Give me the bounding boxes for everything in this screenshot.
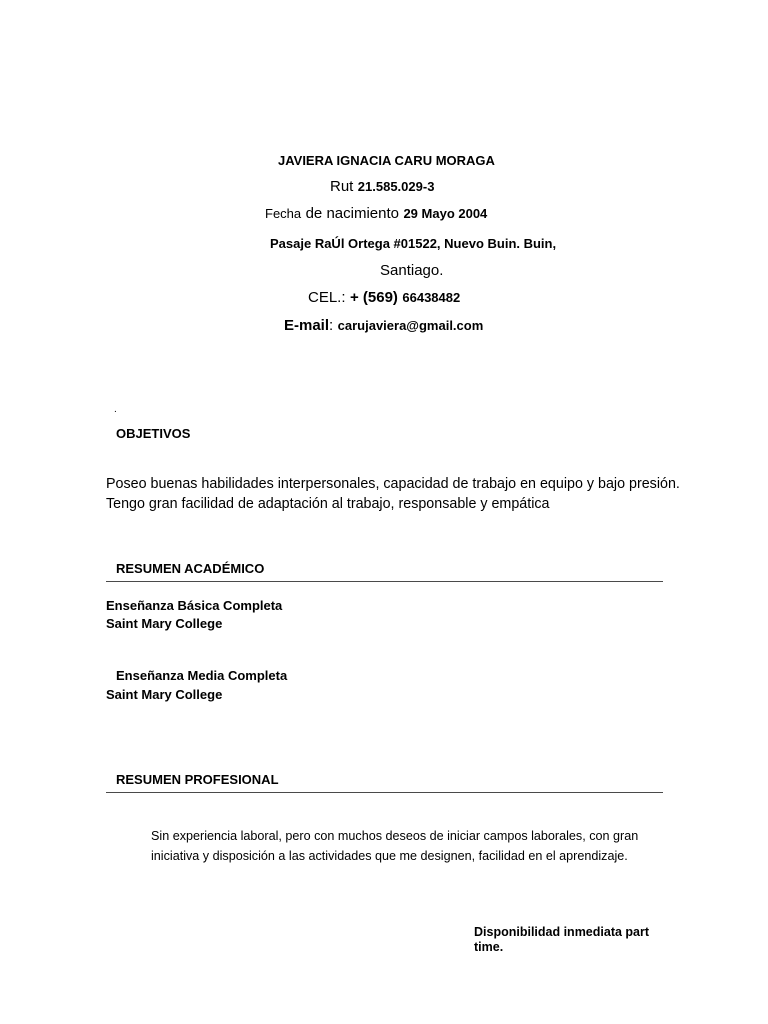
- address-line: Pasaje RaÚl Ortega #01522, Nuevo Buin. Buin,: [270, 236, 557, 251]
- rut-label: Rut: [330, 178, 354, 195]
- availability-note: Disponibilidad inmediata part time.: [474, 925, 650, 954]
- phone-label: CEL.:: [308, 289, 346, 306]
- birth-date-line: [265, 205, 487, 223]
- academic-entry-degree: Enseñanza Básica Completa: [106, 598, 283, 613]
- email-value: carujaviera@gmail.com: [337, 318, 484, 333]
- birth-label-main: de nacimiento: [305, 205, 399, 222]
- city-line: [380, 262, 443, 280]
- academic-entry-school: Saint Mary College: [106, 687, 223, 702]
- academico-heading: RESUMEN ACADÉMICO: [116, 561, 265, 576]
- phone-prefix: + (569): [349, 289, 398, 306]
- city-value: Santiago: [380, 262, 440, 279]
- birth-date-value: 29 Mayo 2004: [403, 206, 488, 221]
- profesional-divider: [106, 792, 663, 793]
- objetivos-heading: OBJETIVOS: [116, 426, 191, 441]
- profesional-heading: RESUMEN PROFESIONAL: [116, 772, 279, 787]
- email-colon: :: [329, 317, 334, 334]
- academic-entry-degree: Enseñanza Media Completa: [116, 668, 288, 683]
- stray-marker: .: [114, 404, 117, 415]
- academico-divider: [106, 581, 663, 582]
- phone-number: 66438482: [402, 290, 461, 305]
- city-suffix: .: [439, 262, 444, 279]
- rut-value: 21.585.029-3: [357, 179, 435, 194]
- rut-line: [330, 178, 434, 196]
- academic-entry-school: Saint Mary College: [106, 616, 223, 631]
- profesional-text: Sin experiencia laboral, pero con muchos deseos de iniciar campos laborales, con gran iniciativa y disposición a las actividades que me designen, facilidad en el aprendizaje.: [151, 829, 639, 863]
- candidate-name: JAVIERA IGNACIA CARU MORAGA: [278, 153, 495, 168]
- email-label: E-mail: [284, 317, 330, 334]
- objetivos-text: Poseo buenas habilidades interpersonales, capacidad de trabajo en equipo y bajo presión. Tengo gran facilidad de adaptación al trabajo, responsable y empática: [106, 476, 680, 512]
- email-line: [284, 317, 483, 335]
- phone-line: [308, 289, 460, 307]
- birth-label-prefix: Fecha: [265, 206, 302, 221]
